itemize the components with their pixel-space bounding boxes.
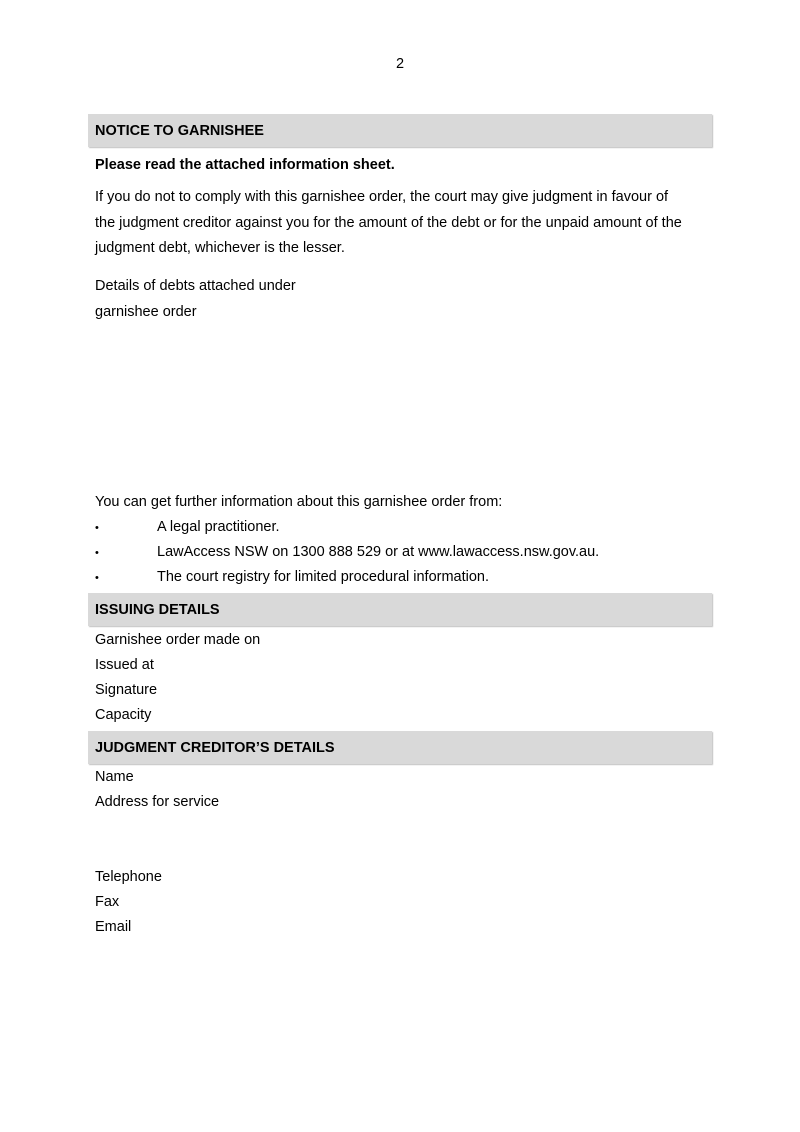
creditor-heading-band: [88, 731, 712, 764]
info-source-item: A legal practitioner.: [157, 519, 280, 535]
notice-heading: NOTICE TO GARNISHEE: [95, 123, 264, 139]
email-label: Email: [95, 919, 132, 935]
bullet-icon: •: [95, 547, 99, 559]
warning-line: judgment debt, whichever is the lesser.: [95, 240, 345, 256]
read-notice: Please read the attached information sheet.: [95, 157, 395, 173]
address-for-service-label: Address for service: [95, 794, 220, 810]
notice-heading-band: [88, 114, 712, 147]
debts-label: [95, 274, 707, 325]
warning-line: the judgment creditor against you for the amount of the debt or for the unpaid amount of the: [95, 214, 682, 231]
info-source-item: LawAccess NSW on 1300 888 529 or at www.lawaccess.nsw.gov.au.: [157, 544, 600, 560]
issued-at-label: Issued at: [95, 657, 154, 673]
further-info-intro: You can get further information about this garnishee order from:: [95, 494, 503, 510]
debts-label-line: Details of debts attached under: [95, 278, 296, 294]
page-number: 2: [395, 56, 405, 72]
creditor-heading: JUDGMENT CREDITOR’S DETAILS: [95, 740, 335, 756]
warning-line: If you do not to comply with this garnishee order, the court may give judgment in favour of: [95, 189, 669, 205]
capacity-label: Capacity: [95, 707, 152, 723]
bullet-icon: •: [95, 572, 99, 584]
debts-label-line: garnishee order: [95, 303, 197, 320]
order-made-on-label: Garnishee order made on: [95, 632, 261, 648]
signature-label: Signature: [95, 682, 158, 698]
telephone-label: Telephone: [95, 869, 162, 885]
issuing-heading-band: [88, 593, 712, 626]
warning-paragraph: [95, 185, 707, 262]
info-source-item: The court registry for limited procedural information.: [157, 569, 490, 585]
fax-label: Fax: [95, 894, 120, 910]
issuing-heading: ISSUING DETAILS: [95, 602, 220, 618]
creditor-name-label: Name: [95, 769, 134, 785]
bullet-icon: •: [95, 522, 99, 534]
